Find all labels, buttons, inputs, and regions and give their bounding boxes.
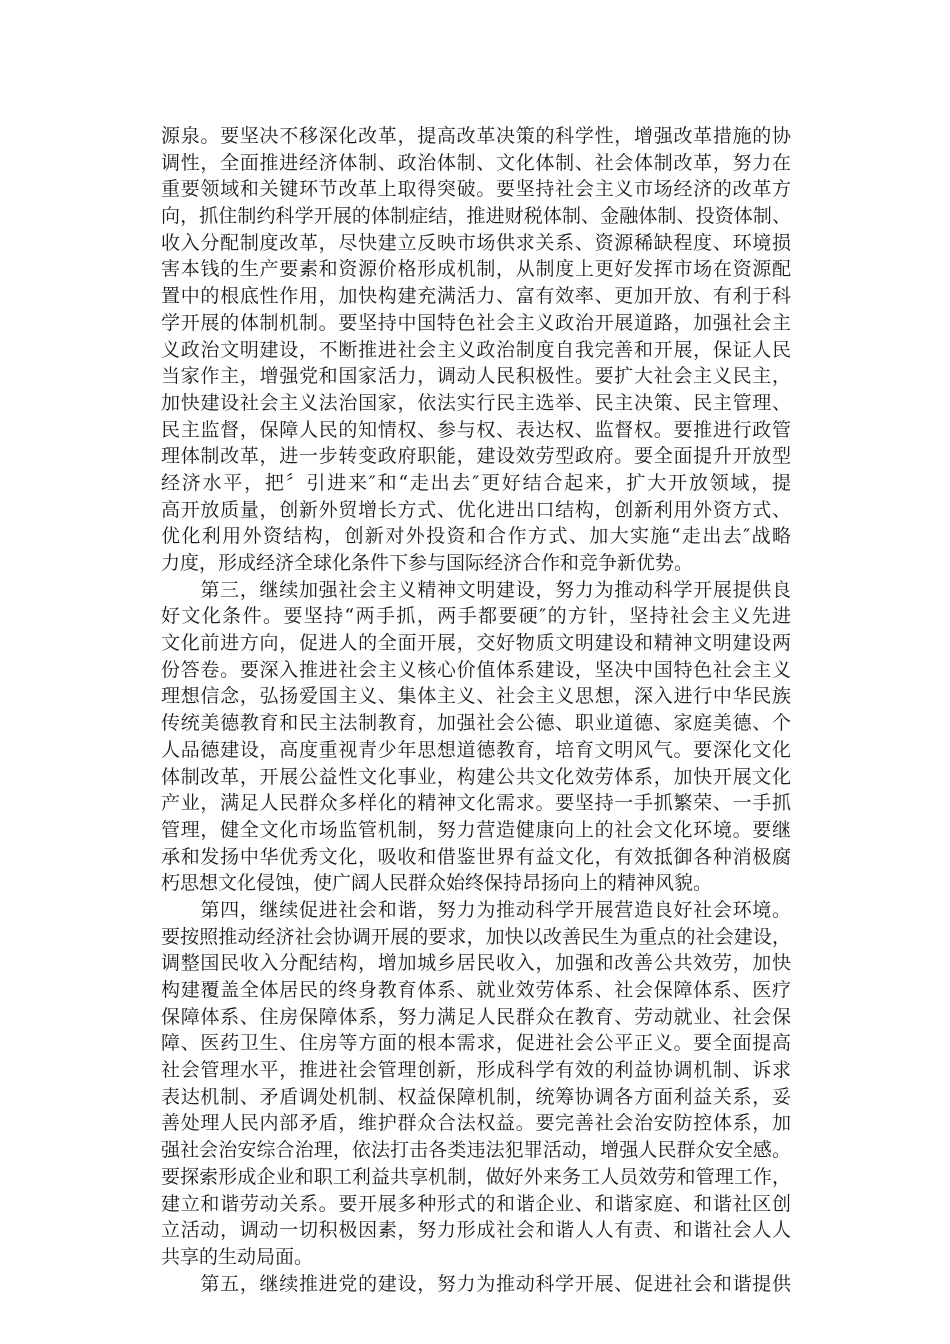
text-line: 经济水平，把〞引进来″和“走出去″更好结合起来，扩大开放领域，提 — [161, 471, 791, 494]
text-line: 理想信念，弘扬爱国主义、集体主义、社会主义思想，深入进行中华民族 — [161, 685, 791, 708]
text-line: 加快建设社会主义法治国家，依法实行民主选举、民主决策、民主管理、 — [161, 391, 791, 414]
text-line: 第四，继续促进社会和谐，努力为推动科学开展营造良好社会环境。 — [161, 898, 791, 921]
text-line: 第三，继续加强社会主义精神文明建设，努力为推动科学开展提供良 — [161, 578, 791, 601]
text-line: 害本钱的生产要素和资源价格形成机制，从制度上更好发挥市场在资源配 — [161, 258, 791, 281]
text-line: 朽思想文化侵蚀，使广阔人民群众始终保持昂扬向上的精神风貌。 — [161, 872, 713, 895]
text-line: 要按照推动经济社会协调开展的要求，加快以改善民生为重点的社会建设， — [161, 925, 791, 948]
text-line: 产业，满足人民群众多样化的精神文化需求。要坚持一手抓繁荣、一手抓 — [161, 792, 791, 815]
text-line: 高开放质量，创新外贸增长方式、优化进出口结构，创新利用外资方式、 — [161, 498, 791, 521]
text-line: 学开展的体制机制。要坚持中国特色社会主义政治开展道路，加强社会主 — [161, 311, 791, 334]
body-text — [161, 123, 791, 1297]
text-line: 构建覆盖全体居民的终身教育体系、就业效劳体系、社会保障体系、医疗 — [161, 979, 791, 1001]
text-line: 体制改革，开展公益性文化事业，构建公共文化效劳体系，加快开展文化 — [161, 765, 791, 788]
text-line: 善处理人民内部矛盾，维护群众合法权益。要完善社会治安防控体系，加 — [161, 1112, 791, 1135]
text-line: 份答卷。要深入推进社会主义核心价值体系建设，坚决中国特色社会主义 — [161, 658, 791, 681]
text-line: 建立和谐劳动关系。要开展多种形式的和谐企业、和谐家庭、和谐社区创 — [161, 1192, 791, 1215]
text-line: 强社会治安综合治理，依法打击各类违法犯罪活动，增强人民群众安全感。 — [161, 1139, 791, 1162]
text-line: 人品德建设，高度重视青少年思想道德教育，培育文明风气。要深化文化 — [161, 738, 791, 761]
text-line: 要探索形成企业和职工利益共享机制，做好外来务工人员效劳和管理工作， — [161, 1165, 791, 1188]
text-line: 文化前进方向，促进人的全面开展，交好物质文明建设和精神文明建设两 — [161, 632, 791, 655]
text-line: 社会管理水平，推进社会管理创新，形成科学有效的利益协调机制、诉求 — [161, 1059, 791, 1082]
text-line: 力度，形成经济全球化条件下参与国际经济合作和竞争新优势。 — [161, 552, 694, 574]
text-line: 调整国民收入分配结构，增加城乡居民收入，加强和改善公共效劳，加快 — [161, 952, 791, 975]
text-line: 立活动，调动一切积极因素，努力形成社会和谐人人有责、和谐社会人人 — [161, 1219, 791, 1242]
text-line: 向，抓住制约科学开展的体制症结，推进财税体制、金融体制、投资体制、 — [161, 205, 791, 228]
text-line: 理体制改革，进一步转变政府职能，建设效劳型政府。要全面提升开放型 — [161, 445, 791, 468]
text-line: 好文化条件。要坚持“两手抓，两手都要硬″的方针，坚持社会主义先进 — [161, 605, 791, 628]
text-line: 置中的根底性作用，加快构建充满活力、富有效率、更加开放、有利于科 — [161, 285, 791, 308]
text-line: 管理，健全文化市场监管机制，努力营造健康向上的社会文化环境。要继 — [161, 818, 791, 841]
text-line: 障、医药卫生、住房等方面的根本需求，促进社会公平正义。要全面提高 — [161, 1032, 791, 1055]
text-line: 共享的生动局面。 — [161, 1245, 314, 1268]
text-line: 调性，全面推进经济体制、政治体制、文化体制、社会体制改革，努力在 — [161, 151, 791, 174]
text-line: 当家作主，增强党和国家活力，调动人民积极性。要扩大社会主义民主， — [161, 365, 791, 388]
text-line: 收入分配制度改革，尽快建立反映市场供求关系、资源稀缺程度、环境损 — [161, 231, 791, 254]
text-line: 保障体系、住房保障体系，努力满足人民群众在教育、劳动就业、社会保 — [161, 1005, 791, 1028]
text-line: 表达机制、矛盾调处机制、权益保障机制，统筹协调各方面利益关系，妥 — [161, 1085, 791, 1108]
text-line: 民主监督，保障人民的知情权、参与权、表达权、监督权。要推进行政管 — [161, 418, 791, 441]
text-line: 优化利用外资结构，创新对外投资和合作方式、加大实施“走出去″战略 — [161, 525, 791, 548]
text-line: 传统美德教育和民主法制教育，加强社会公德、职业道德、家庭美德、个 — [161, 712, 791, 735]
text-line: 第五，继续推进党的建设，努力为推动科学开展、促进社会和谐提供 — [161, 1272, 791, 1295]
text-line: 义政治文明建设，不断推进社会主义政治制度自我完善和开展，保证人民 — [161, 338, 791, 361]
text-line: 重要领域和关键环节改革上取得突破。要坚持社会主义市场经济的改革方 — [161, 178, 791, 201]
text-line: 源泉。要坚决不移深化改革，提高改革决策的科学性，增强改革措施的协 — [161, 125, 791, 147]
text-line: 承和发扬中华优秀文化，吸收和借鉴世界有益文化，有效抵御各种消极腐 — [161, 845, 791, 868]
